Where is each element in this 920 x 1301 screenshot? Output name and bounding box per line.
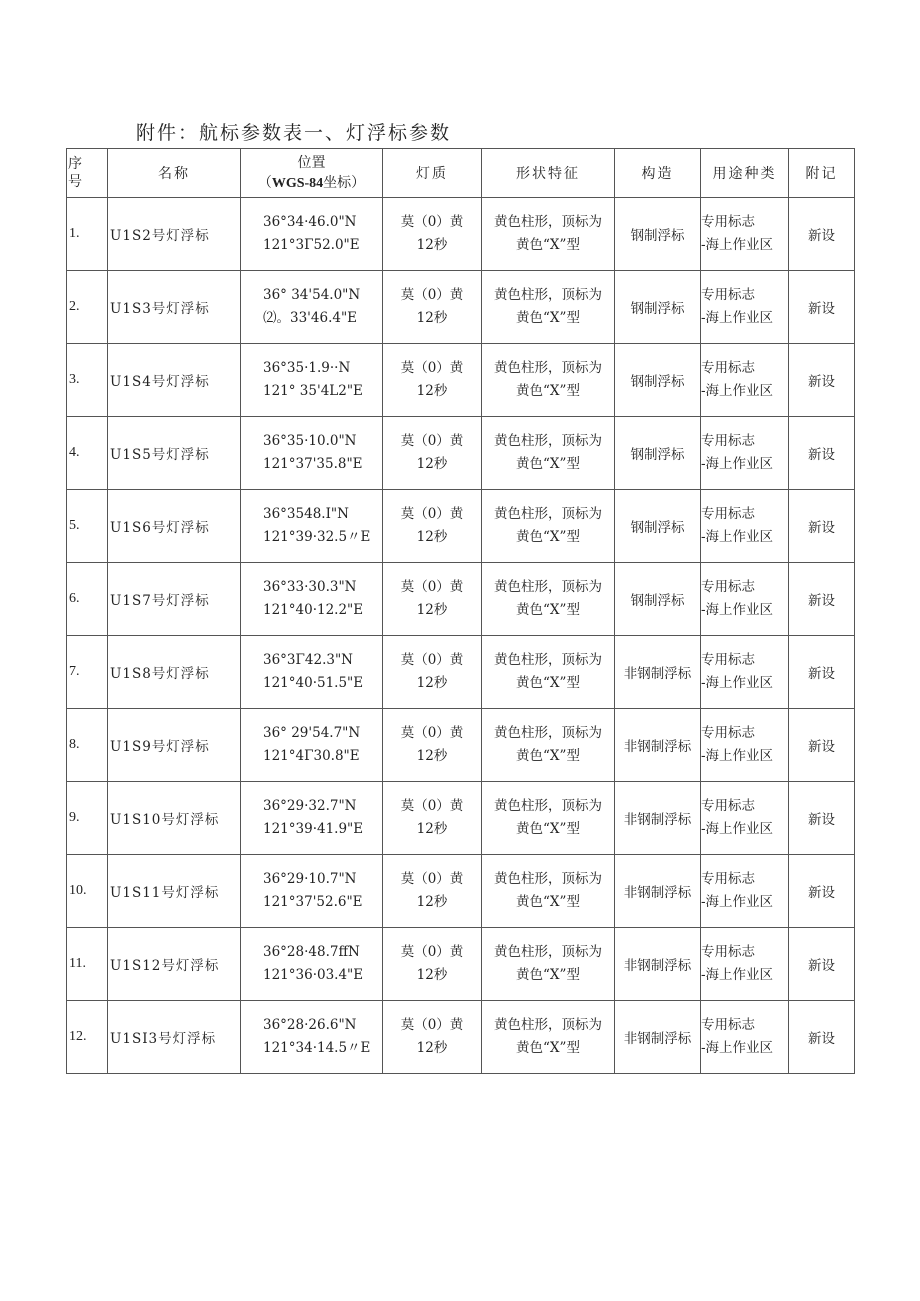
cell-latitude: 36°33·30.3"N bbox=[263, 579, 357, 595]
cell-shape: 黄色柱形，顶标为 黄色“X”型 bbox=[482, 417, 615, 490]
cell-note: 新设 bbox=[789, 344, 855, 417]
cell-position bbox=[241, 636, 383, 709]
cell-latitude: 36°28·48.7ffN bbox=[263, 944, 360, 960]
table-body bbox=[67, 198, 855, 1074]
cell-note: 新设 bbox=[789, 490, 855, 563]
document-title: 附件：航标参数表一、灯浮标参数 bbox=[136, 122, 452, 144]
header-name: 名称 bbox=[108, 149, 241, 198]
cell-latitude: 36° 29'54.7"N bbox=[263, 725, 361, 741]
cell-light: 莫（0）黄 12秒 bbox=[383, 417, 482, 490]
cell-note: 新设 bbox=[789, 271, 855, 344]
cell-construction: 钢制浮标 bbox=[615, 344, 701, 417]
cell-shape: 黄色柱形，顶标为 黄色“X”型 bbox=[482, 271, 615, 344]
cell-name: U1SI3号灯浮标 bbox=[108, 1001, 241, 1074]
cell-note: 新设 bbox=[789, 198, 855, 271]
cell-latitude: 36°35·10.0"N bbox=[263, 433, 357, 449]
cell-seq: 6. bbox=[67, 563, 108, 636]
cell-name: U1S10号灯浮标 bbox=[108, 782, 241, 855]
cell-construction: 非钢制浮标 bbox=[615, 1001, 701, 1074]
cell-name: U1S12号灯浮标 bbox=[108, 928, 241, 1001]
cell-construction: 钢制浮标 bbox=[615, 417, 701, 490]
cell-construction: 非钢制浮标 bbox=[615, 928, 701, 1001]
cell-shape: 黄色柱形，顶标为 黄色“X”型 bbox=[482, 198, 615, 271]
cell-longitude: 121°40·12.2"E bbox=[263, 602, 364, 618]
cell-latitude: 36°29·32.7"N bbox=[263, 798, 357, 814]
cell-note: 新设 bbox=[789, 855, 855, 928]
table-row bbox=[67, 782, 855, 855]
cell-shape: 黄色柱形，顶标为 黄色“X”型 bbox=[482, 563, 615, 636]
cell-position bbox=[241, 417, 383, 490]
cell-shape: 黄色柱形，顶标为 黄色“X”型 bbox=[482, 709, 615, 782]
cell-note: 新设 bbox=[789, 709, 855, 782]
cell-seq: 12. bbox=[67, 1001, 108, 1074]
cell-shape: 黄色柱形，顶标为 黄色“X”型 bbox=[482, 782, 615, 855]
cell-light: 莫（0）黄 12秒 bbox=[383, 855, 482, 928]
header-usage: 用途种类 bbox=[701, 149, 789, 198]
cell-position bbox=[241, 782, 383, 855]
cell-name: U1S4号灯浮标 bbox=[108, 344, 241, 417]
cell-usage: 专用标志 -海上作业区 bbox=[701, 271, 789, 344]
cell-construction: 非钢制浮标 bbox=[615, 636, 701, 709]
cell-latitude: 36° 34'54.0"N bbox=[263, 287, 361, 303]
cell-shape: 黄色柱形，顶标为 黄色“X”型 bbox=[482, 344, 615, 417]
header-position: 位置 （WGS-84坐标） bbox=[241, 149, 383, 198]
cell-usage: 专用标志 -海上作业区 bbox=[701, 198, 789, 271]
cell-seq: 5. bbox=[67, 490, 108, 563]
cell-latitude: 36°35·1.9··N bbox=[263, 360, 351, 376]
cell-usage: 专用标志 -海上作业区 bbox=[701, 417, 789, 490]
header-light: 灯质 bbox=[383, 149, 482, 198]
cell-longitude: 121°36·03.4"E bbox=[263, 967, 364, 983]
cell-shape: 黄色柱形，顶标为 黄色“X”型 bbox=[482, 636, 615, 709]
cell-construction: 非钢制浮标 bbox=[615, 855, 701, 928]
cell-shape: 黄色柱形，顶标为 黄色“X”型 bbox=[482, 1001, 615, 1074]
cell-latitude: 36°29·10.7"N bbox=[263, 871, 357, 887]
cell-light: 莫（0）黄 12秒 bbox=[383, 782, 482, 855]
cell-position bbox=[241, 271, 383, 344]
cell-usage: 专用标志 -海上作业区 bbox=[701, 928, 789, 1001]
cell-note: 新设 bbox=[789, 563, 855, 636]
cell-position bbox=[241, 855, 383, 928]
table-header-row bbox=[67, 149, 855, 198]
cell-usage: 专用标志 -海上作业区 bbox=[701, 636, 789, 709]
cell-position bbox=[241, 344, 383, 417]
cell-construction: 钢制浮标 bbox=[615, 563, 701, 636]
cell-longitude: 121°34·14.5〃E bbox=[263, 1040, 371, 1056]
cell-usage: 专用标志 -海上作业区 bbox=[701, 855, 789, 928]
cell-name: U1S9号灯浮标 bbox=[108, 709, 241, 782]
cell-note: 新设 bbox=[789, 782, 855, 855]
cell-seq: 3. bbox=[67, 344, 108, 417]
cell-longitude: 121°4Γ30.8"E bbox=[263, 748, 360, 764]
cell-note: 新设 bbox=[789, 928, 855, 1001]
cell-construction: 钢制浮标 bbox=[615, 198, 701, 271]
cell-seq: 2. bbox=[67, 271, 108, 344]
header-construction: 构造 bbox=[615, 149, 701, 198]
cell-name: U1S6号灯浮标 bbox=[108, 490, 241, 563]
cell-light: 莫（0）黄 12秒 bbox=[383, 928, 482, 1001]
cell-light: 莫（0）黄 12秒 bbox=[383, 344, 482, 417]
cell-longitude: 121°37'52.6"E bbox=[263, 894, 363, 910]
header-seq: 序 号 bbox=[67, 149, 108, 198]
cell-usage: 专用标志 -海上作业区 bbox=[701, 1001, 789, 1074]
cell-name: U1S7号灯浮标 bbox=[108, 563, 241, 636]
cell-usage: 专用标志 -海上作业区 bbox=[701, 563, 789, 636]
cell-light: 莫（0）黄 12秒 bbox=[383, 490, 482, 563]
cell-construction: 非钢制浮标 bbox=[615, 782, 701, 855]
cell-position bbox=[241, 1001, 383, 1074]
table-row bbox=[67, 198, 855, 271]
cell-usage: 专用标志 -海上作业区 bbox=[701, 490, 789, 563]
cell-seq: 1. bbox=[67, 198, 108, 271]
cell-light: 莫（0）黄 12秒 bbox=[383, 271, 482, 344]
table-row bbox=[67, 490, 855, 563]
cell-position bbox=[241, 490, 383, 563]
cell-longitude: 121°3Γ52.0"E bbox=[263, 237, 360, 253]
header-shape: 形状特征 bbox=[482, 149, 615, 198]
cell-seq: 11. bbox=[67, 928, 108, 1001]
cell-construction: 钢制浮标 bbox=[615, 271, 701, 344]
cell-shape: 黄色柱形，顶标为 黄色“X”型 bbox=[482, 490, 615, 563]
cell-light: 莫（0）黄 12秒 bbox=[383, 1001, 482, 1074]
cell-seq: 8. bbox=[67, 709, 108, 782]
header-wgs84: WGS-84 bbox=[271, 175, 324, 191]
cell-latitude: 36°3548.I"N bbox=[263, 506, 349, 522]
table-row bbox=[67, 636, 855, 709]
cell-note: 新设 bbox=[789, 636, 855, 709]
table-row bbox=[67, 417, 855, 490]
cell-construction: 非钢制浮标 bbox=[615, 709, 701, 782]
table-row bbox=[67, 563, 855, 636]
cell-light: 莫（0）黄 12秒 bbox=[383, 636, 482, 709]
cell-note: 新设 bbox=[789, 417, 855, 490]
cell-light: 莫（0）黄 12秒 bbox=[383, 709, 482, 782]
cell-name: U1S8号灯浮标 bbox=[108, 636, 241, 709]
table-row bbox=[67, 344, 855, 417]
cell-seq: 9. bbox=[67, 782, 108, 855]
cell-position bbox=[241, 198, 383, 271]
light-buoy-parameters-table bbox=[66, 148, 855, 1074]
cell-longitude: 121° 35'4L2"E bbox=[263, 383, 363, 399]
table-row bbox=[67, 709, 855, 782]
cell-latitude: 36°34·46.0"N bbox=[263, 214, 357, 230]
cell-seq: 4. bbox=[67, 417, 108, 490]
cell-note: 新设 bbox=[789, 1001, 855, 1074]
cell-light: 莫（0）黄 12秒 bbox=[383, 563, 482, 636]
cell-light: 莫（0）黄 12秒 bbox=[383, 198, 482, 271]
cell-shape: 黄色柱形，顶标为 黄色“X”型 bbox=[482, 928, 615, 1001]
cell-name: U1S3号灯浮标 bbox=[108, 271, 241, 344]
table-row bbox=[67, 855, 855, 928]
table-row bbox=[67, 1001, 855, 1074]
cell-name: U1S11号灯浮标 bbox=[108, 855, 241, 928]
cell-longitude: 121°39·41.9"E bbox=[263, 821, 364, 837]
table-row bbox=[67, 928, 855, 1001]
cell-latitude: 36°28·26.6"N bbox=[263, 1017, 357, 1033]
cell-position bbox=[241, 709, 383, 782]
cell-position bbox=[241, 928, 383, 1001]
cell-seq: 7. bbox=[67, 636, 108, 709]
cell-shape: 黄色柱形，顶标为 黄色“X”型 bbox=[482, 855, 615, 928]
cell-position bbox=[241, 563, 383, 636]
cell-longitude: 121°39·32.5〃E bbox=[263, 529, 371, 545]
cell-name: U1S2号灯浮标 bbox=[108, 198, 241, 271]
cell-usage: 专用标志 -海上作业区 bbox=[701, 782, 789, 855]
cell-usage: 专用标志 -海上作业区 bbox=[701, 709, 789, 782]
cell-construction: 钢制浮标 bbox=[615, 490, 701, 563]
cell-seq: 10. bbox=[67, 855, 108, 928]
cell-longitude: ⑵。33'46.4"E bbox=[263, 310, 358, 326]
cell-name: U1S5号灯浮标 bbox=[108, 417, 241, 490]
cell-latitude: 36°3Γ42.3"N bbox=[263, 652, 353, 668]
table-row bbox=[67, 271, 855, 344]
cell-longitude: 121°40·51.5"E bbox=[263, 675, 364, 691]
cell-usage: 专用标志 -海上作业区 bbox=[701, 344, 789, 417]
cell-longitude: 121°37'35.8"E bbox=[263, 456, 363, 472]
header-note: 附记 bbox=[789, 149, 855, 198]
